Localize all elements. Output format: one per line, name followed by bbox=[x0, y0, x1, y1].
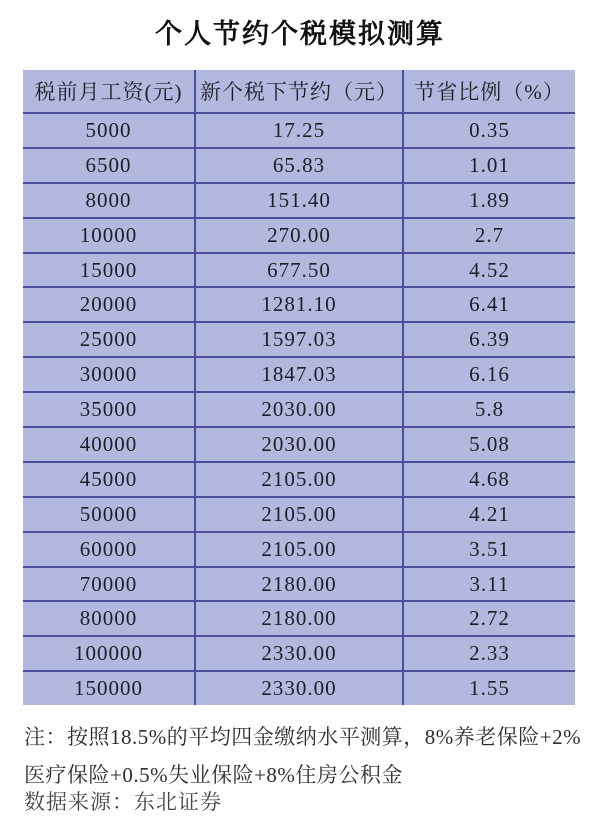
table-row bbox=[23, 287, 575, 322]
new-tax-savings-cell: 1281.10 bbox=[195, 287, 403, 322]
pretax-salary-cell: 30000 bbox=[23, 357, 195, 392]
col-header-saving-ratio: 节省比例（%） bbox=[403, 70, 575, 113]
table-row bbox=[23, 253, 575, 288]
new-tax-savings-cell: 270.00 bbox=[195, 218, 403, 253]
col-header-pretax-salary: 税前月工资(元) bbox=[23, 70, 195, 113]
pretax-salary-cell: 25000 bbox=[23, 322, 195, 357]
new-tax-savings-cell: 151.40 bbox=[195, 183, 403, 218]
saving-ratio-cell: 3.51 bbox=[403, 532, 575, 567]
table-row bbox=[23, 497, 575, 532]
tax-savings-table bbox=[23, 70, 575, 705]
new-tax-savings-cell: 677.50 bbox=[195, 253, 403, 288]
saving-ratio-cell: 0.35 bbox=[403, 113, 575, 148]
saving-ratio-cell: 6.39 bbox=[403, 322, 575, 357]
new-tax-savings-cell: 2105.00 bbox=[195, 532, 403, 567]
saving-ratio-cell: 2.33 bbox=[403, 636, 575, 671]
saving-ratio-cell: 1.89 bbox=[403, 183, 575, 218]
table-row bbox=[23, 567, 575, 602]
pretax-salary-cell: 35000 bbox=[23, 392, 195, 427]
header-row bbox=[23, 70, 575, 113]
pretax-salary-cell: 6500 bbox=[23, 148, 195, 183]
pretax-salary-cell: 8000 bbox=[23, 183, 195, 218]
saving-ratio-cell: 4.21 bbox=[403, 497, 575, 532]
new-tax-savings-cell: 2030.00 bbox=[195, 427, 403, 462]
new-tax-savings-cell: 17.25 bbox=[195, 113, 403, 148]
table-row bbox=[23, 357, 575, 392]
pretax-salary-cell: 5000 bbox=[23, 113, 195, 148]
new-tax-savings-cell: 1847.03 bbox=[195, 357, 403, 392]
table-row bbox=[23, 427, 575, 462]
pretax-salary-cell: 70000 bbox=[23, 567, 195, 602]
pretax-salary-cell: 15000 bbox=[23, 253, 195, 288]
saving-ratio-cell: 4.52 bbox=[403, 253, 575, 288]
table-row bbox=[23, 113, 575, 148]
table-row bbox=[23, 148, 575, 183]
pretax-salary-cell: 100000 bbox=[23, 636, 195, 671]
pretax-salary-cell: 60000 bbox=[23, 532, 195, 567]
new-tax-savings-cell: 2105.00 bbox=[195, 497, 403, 532]
saving-ratio-cell: 6.41 bbox=[403, 287, 575, 322]
table-row bbox=[23, 183, 575, 218]
new-tax-savings-cell: 2105.00 bbox=[195, 462, 403, 497]
new-tax-savings-cell: 2330.00 bbox=[195, 636, 403, 671]
table-row bbox=[23, 532, 575, 567]
data-source: 数据来源：东北证券 bbox=[24, 790, 222, 814]
saving-ratio-cell: 6.16 bbox=[403, 357, 575, 392]
saving-ratio-cell: 1.01 bbox=[403, 148, 575, 183]
saving-ratio-cell: 3.11 bbox=[403, 567, 575, 602]
new-tax-savings-cell: 2330.00 bbox=[195, 671, 403, 705]
pretax-salary-cell: 50000 bbox=[23, 497, 195, 532]
pretax-salary-cell: 20000 bbox=[23, 287, 195, 322]
new-tax-savings-cell: 2180.00 bbox=[195, 567, 403, 602]
saving-ratio-cell: 5.8 bbox=[403, 392, 575, 427]
saving-ratio-cell: 5.08 bbox=[403, 427, 575, 462]
new-tax-savings-cell: 2030.00 bbox=[195, 392, 403, 427]
saving-ratio-cell: 2.7 bbox=[403, 218, 575, 253]
table-row bbox=[23, 636, 575, 671]
table-row bbox=[23, 392, 575, 427]
table-row bbox=[23, 671, 575, 705]
col-header-new-tax-savings: 新个税下节约（元） bbox=[195, 70, 403, 113]
table-row bbox=[23, 462, 575, 497]
table-row bbox=[23, 601, 575, 636]
pretax-salary-cell: 45000 bbox=[23, 462, 195, 497]
new-tax-savings-cell: 65.83 bbox=[195, 148, 403, 183]
page-title: 个人节约个税模拟测算 bbox=[155, 19, 445, 49]
table-row bbox=[23, 322, 575, 357]
pretax-salary-cell: 150000 bbox=[23, 671, 195, 705]
footnote: 注：按照18.5%的平均四金缴纳水平测算，8%养老保险+2%医疗保险+0.5%失业保险+8%住房公积金 bbox=[24, 725, 582, 787]
pretax-salary-cell: 10000 bbox=[23, 218, 195, 253]
new-tax-savings-cell: 2180.00 bbox=[195, 601, 403, 636]
pretax-salary-cell: 40000 bbox=[23, 427, 195, 462]
new-tax-savings-cell: 1597.03 bbox=[195, 322, 403, 357]
saving-ratio-cell: 4.68 bbox=[403, 462, 575, 497]
pretax-salary-cell: 80000 bbox=[23, 601, 195, 636]
saving-ratio-cell: 2.72 bbox=[403, 601, 575, 636]
saving-ratio-cell: 1.55 bbox=[403, 671, 575, 705]
table-row bbox=[23, 218, 575, 253]
